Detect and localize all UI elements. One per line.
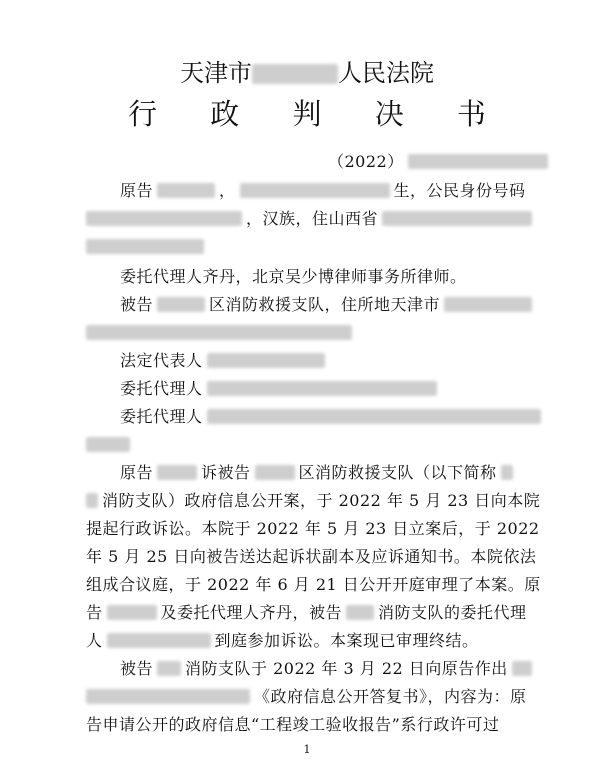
line-segment: 被告	[120, 295, 154, 314]
redacted-text	[207, 353, 325, 368]
text-line	[120, 406, 541, 428]
line-segment: 区消防救援支队（以下简称	[298, 463, 497, 482]
redacted-text	[382, 211, 532, 226]
text-line	[120, 378, 437, 400]
text-line	[86, 714, 499, 736]
redacted-text	[86, 493, 98, 508]
line-segment: 组成合议庭，于 2022 年 6 月 21 日公开开庭审理了本案。原	[86, 575, 541, 594]
text-line	[120, 180, 526, 202]
line-segment: 人	[86, 631, 103, 650]
line-segment: 年 5 月 25 日向被告送达起诉状副本及应诉通知书。本院依法	[86, 547, 537, 566]
line-segment: 诉被告	[201, 463, 251, 482]
text-line	[120, 294, 532, 316]
line-segment: 原告	[120, 181, 154, 200]
line-segment: 原告	[120, 463, 154, 482]
text-line	[86, 518, 540, 540]
line-segment: 消防支队）政府信息公开案，于 2022 年 5 月 23 日向本院	[102, 491, 541, 510]
text-line	[86, 208, 532, 230]
redacted-text	[252, 64, 338, 84]
court-name-suffix: 人民法院	[338, 59, 434, 87]
redacted-text	[207, 381, 437, 396]
text-line	[120, 658, 532, 680]
line-segment: 区消防救援支队，住所地天津市	[209, 295, 441, 314]
line-segment: 消防支队于 2022 年 3 月 22 日向原告作出	[185, 659, 508, 678]
text-line	[86, 434, 130, 456]
redacted-text	[86, 325, 352, 340]
redacted-text	[86, 211, 242, 226]
line-segment: 告	[86, 603, 103, 622]
redacted-text	[255, 465, 295, 480]
line-segment: 《政府信息公开答复书》，内容为：原	[254, 687, 527, 706]
redacted-text	[501, 465, 513, 480]
line-segment: 告申请公开的政府信息“工程竣工验收报告”系行政许可过	[86, 715, 500, 734]
text-line	[86, 236, 204, 258]
text-line	[86, 322, 352, 344]
redacted-text	[86, 239, 204, 254]
text-line	[120, 350, 325, 372]
redacted-text	[157, 183, 215, 198]
line-segment: 消防支队的委托代理	[378, 603, 527, 622]
text-line	[86, 546, 536, 568]
court-name	[0, 56, 614, 90]
line-segment: 委托代理人	[120, 407, 203, 426]
redacted-text	[408, 154, 548, 169]
redacted-text	[157, 465, 197, 480]
line-segment: 委托代理人齐丹，北京吴少博律师事务所律师。	[120, 267, 467, 286]
text-line	[86, 574, 541, 596]
document-type-title: 行 政 判 决 书	[128, 97, 508, 131]
redacted-text	[86, 437, 130, 452]
text-line	[120, 462, 513, 484]
line-segment: 到庭参加诉讼。本案现已审理终结。	[214, 631, 479, 650]
line-segment: 生，公民身份号码	[393, 181, 526, 200]
text-line	[120, 266, 467, 288]
text-line	[86, 490, 540, 512]
text-line	[86, 630, 479, 652]
redacted-text	[157, 297, 205, 312]
line-segment: 提起行政诉讼。本院于 2022 年 5 月 23 日立案后，于 2022	[86, 519, 540, 538]
page-number: 1	[303, 743, 311, 756]
line-segment: 法定代表人	[120, 351, 203, 370]
line-segment: ，汉族，住山西省	[246, 209, 379, 228]
case-number-prefix: （2022）	[328, 152, 404, 171]
case-number	[328, 151, 548, 173]
redacted-text	[157, 661, 181, 676]
redacted-text	[86, 689, 250, 704]
redacted-text	[240, 183, 390, 198]
redacted-text	[346, 605, 374, 620]
text-line	[86, 686, 527, 708]
court-name-prefix: 天津市	[180, 59, 252, 87]
line-segment: 被告	[120, 659, 154, 678]
line-segment: 及委托代理人齐丹，被告	[160, 603, 343, 622]
line-segment: 委托代理人	[120, 379, 203, 398]
redacted-text	[107, 633, 211, 648]
text-line	[86, 602, 527, 624]
redacted-text	[444, 297, 532, 312]
redacted-text	[512, 661, 532, 676]
redacted-text	[207, 409, 541, 424]
redacted-text	[107, 605, 157, 620]
line-segment: ，	[219, 181, 236, 200]
